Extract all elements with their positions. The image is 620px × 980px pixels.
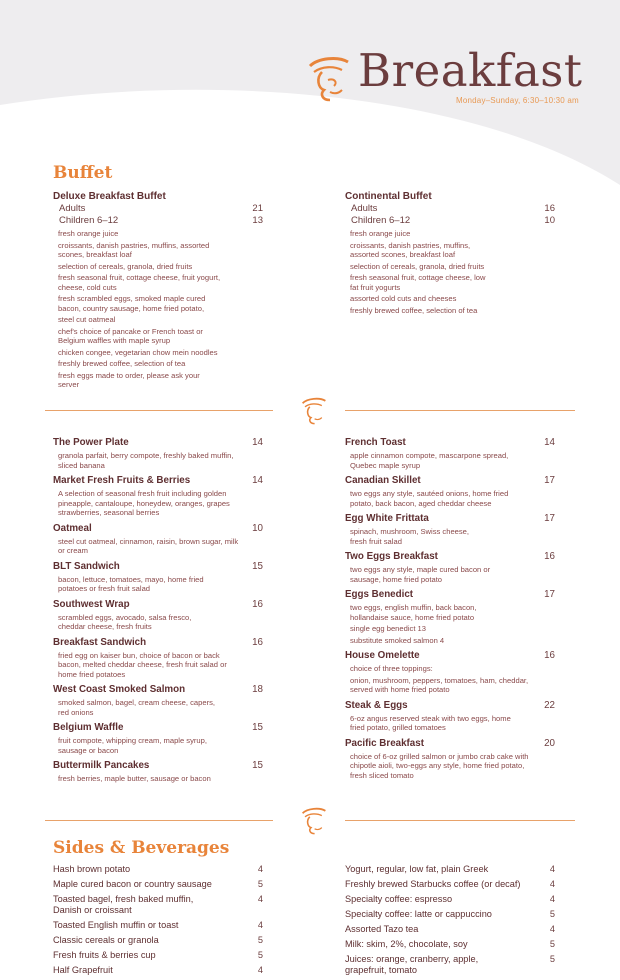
menu-item (345, 589, 555, 645)
deluxe-children-row: Children 6–12 13 (59, 215, 263, 226)
continental-buffet-lines (345, 229, 495, 315)
item-description: choice of 6-oz grilled salmon or jumbo crab cake with chipotle aioli, two-eggs any style, home fried potato, fresh sliced tomato (350, 751, 529, 780)
menu-item (53, 684, 263, 717)
buffet-line: croissants, danish pastries, muffins, assorted scones, breakfast loaf (58, 240, 210, 259)
item-description: choice of three toppings: (350, 664, 433, 673)
divider-left (45, 820, 273, 821)
menu-item (345, 437, 555, 470)
item-price: 15 (252, 760, 263, 771)
menu-item (53, 637, 263, 680)
chef-face-ornament-icon (298, 806, 330, 836)
continental-buffet-name: Continental Buffet (345, 191, 432, 202)
menu-item (345, 700, 555, 733)
item-price: 15 (252, 560, 263, 572)
deluxe-adults-row: Adults 21 (59, 203, 263, 214)
buffet-line: selection of cereals, granola, dried fruits (58, 261, 193, 271)
menu-item (53, 561, 263, 594)
item-price: 16 (252, 598, 263, 610)
beverage-item: Juices: orange, cranberry, apple, grapefruit, tomato 5 (345, 954, 555, 975)
item-extra-line: onion, mushroom, peppers, tomatoes, ham, cheddar, served with home fried potato (350, 675, 529, 694)
beverage-item: Yogurt, regular, low fat, plain Greek 4 (345, 864, 555, 874)
item-description: granola parfait, berry compote, freshly baked muffin, sliced banana (58, 451, 234, 470)
menu-item (53, 760, 263, 784)
sides-column-right (345, 864, 555, 980)
menu-column-left (53, 437, 263, 789)
buffet-line: fresh scrambled eggs, smoked maple cured bacon, country sausage, home fried potato, (58, 294, 206, 313)
sides-title: Sides & Beverages (53, 838, 230, 858)
item-name: Egg White Frittata (345, 513, 429, 524)
beverage-item: Milk: skim, 2%, chocolate, soy 5 (345, 939, 555, 949)
divider-left (45, 410, 273, 411)
menu-item (53, 475, 263, 518)
menu-item (53, 722, 263, 755)
menu-item (345, 513, 555, 546)
menu-item (345, 650, 555, 695)
item-extra-line: single egg benedict 13 (350, 624, 426, 633)
continental-adults-row: Adults 16 (351, 203, 555, 214)
item-price: 14 (252, 475, 263, 486)
item-name: Oatmeal (53, 522, 92, 534)
buffet-line: assorted cold cuts and cheeses (350, 294, 457, 303)
item-description: apple cinnamon compote, mascarpone spread, Quebec maple syrup (350, 451, 509, 470)
item-name: Belgium Waffle (53, 722, 124, 733)
item-description: two eggs any style, maple cured bacon or sausage, home fried potato (350, 565, 491, 584)
buffet-line: fresh eggs made to order, please ask your server (58, 370, 200, 389)
item-price: 17 (544, 513, 555, 524)
side-item: Half Grapefruit 4 (53, 965, 263, 975)
beverage-item: Freshly brewed Starbucks coffee (or decaf) 4 (345, 879, 555, 889)
item-name: West Coast Smoked Salmon (53, 684, 186, 695)
item-name: French Toast (345, 437, 406, 448)
menu-item (345, 551, 555, 584)
beverage-item: Assorted Tazo tea 4 (345, 924, 555, 934)
buffet-line: freshly brewed coffee, selection of tea (58, 359, 186, 368)
buffet-line: selection of cereals, granola, dried fruits (350, 261, 485, 271)
side-item: Fresh fruits & berries cup 5 (53, 950, 263, 960)
item-name: BLT Sandwich (53, 560, 120, 572)
item-price: 16 (252, 636, 263, 648)
item-name: Southwest Wrap (53, 598, 130, 610)
item-description: two eggs any style, sautéed onions, home fried potato, back bacon, aged cheddar cheese (350, 489, 509, 508)
buffet-line: fresh orange juice (350, 229, 411, 238)
item-name: Breakfast Sandwich (53, 636, 147, 648)
item-price: 18 (252, 684, 263, 695)
item-description: two eggs, english muffin, back bacon, hollandaise sauce, home fried potato (350, 603, 477, 622)
item-name: Eggs Benedict (345, 589, 414, 600)
beverage-item: Specialty coffee: espresso 4 (345, 894, 555, 904)
chef-face-ornament-icon (298, 396, 330, 426)
item-description: bacon, lettuce, tomatoes, mayo, home fried potatoes or fresh fruit salad (58, 574, 204, 593)
page-title: Breakfast (358, 44, 583, 97)
deluxe-buffet (53, 190, 263, 391)
item-price: 16 (544, 650, 555, 661)
buffet-title: Buffet (53, 163, 113, 183)
item-price: 22 (544, 699, 555, 711)
deluxe-buffet-lines (53, 229, 223, 390)
menu-item (53, 599, 263, 632)
item-price: 16 (544, 551, 555, 562)
buffet-line: chicken congee, vegetarian chow mein noodles (58, 347, 218, 357)
buffet-line: steel cut oatmeal (58, 315, 116, 324)
service-hours: Monday–Sunday, 6:30–10:30 am (456, 96, 579, 105)
chef-face-logo-icon (304, 54, 354, 104)
item-price: 17 (544, 475, 555, 486)
item-price: 14 (252, 437, 263, 448)
menu-item (345, 738, 555, 781)
continental-buffet (345, 190, 555, 317)
item-description: spinach, mushroom, Swiss cheese, fresh fruit salad (350, 527, 470, 546)
side-item: Hash brown potato 4 (53, 864, 263, 874)
item-name: Canadian Skillet (345, 475, 421, 486)
item-extra-line: substitute smoked salmon 4 (350, 635, 445, 645)
buffet-line: croissants, danish pastries, muffins, assorted scones, breakfast loaf (350, 240, 471, 259)
buffet-line: freshly brewed coffee, selection of tea (350, 305, 478, 315)
item-name: Pacific Breakfast (345, 737, 424, 749)
buffet-line: fresh seasonal fruit, cottage cheese, low fat fruit yogurts (350, 273, 486, 292)
item-description: fruit compote, whipping cream, maple syrup, sausage or bacon (58, 736, 207, 755)
item-description: A selection of seasonal fresh fruit including golden pineapple, cantaloupe, honeydew, oranges, grapes strawberries, seasonal berries (58, 489, 230, 517)
divider-right (345, 410, 575, 411)
side-item: Classic cereals or granola 5 (53, 935, 263, 945)
menu-item (345, 475, 555, 508)
sides-column-left (53, 864, 263, 980)
item-name: Market Fresh Fruits & Berries (53, 475, 191, 486)
item-description: fried egg on kaiser bun, choice of bacon or back bacon, melted cheddar cheese, fresh fruit salad or home fried potatoes (58, 650, 227, 679)
item-price: 20 (544, 737, 555, 749)
item-name: Steak & Eggs (345, 699, 408, 711)
item-price: 10 (252, 522, 263, 534)
item-description: 6-oz angus reserved steak with two eggs, home fried potato, grilled tomatoes (350, 713, 511, 732)
continental-children-row: Children 6–12 10 (351, 215, 555, 226)
buffet-line: fresh seasonal fruit, cottage cheese, fruit yogurt, cheese, cold cuts (58, 273, 221, 292)
item-description: smoked salmon, bagel, cream cheese, capers, red onions (58, 698, 216, 717)
item-price: 14 (544, 437, 555, 448)
item-description: scrambled eggs, avocado, salsa fresco, cheddar cheese, fresh fruits (58, 612, 192, 631)
item-name: Two Eggs Breakfast (345, 551, 438, 562)
side-item: Maple cured bacon or country sausage 5 (53, 879, 263, 889)
side-item: Toasted bagel, fresh baked muffin, Danish or croissant 4 (53, 894, 263, 915)
item-price: 17 (544, 589, 555, 600)
item-price: 15 (252, 722, 263, 733)
menu-column-right (345, 437, 555, 785)
side-item: Toasted English muffin or toast 4 (53, 920, 263, 930)
buffet-line: fresh orange juice (58, 229, 119, 238)
item-name: House Omelette (345, 650, 420, 661)
divider-right (345, 820, 575, 821)
menu-item (53, 437, 263, 470)
item-name: The Power Plate (53, 437, 129, 448)
buffet-line: chef's choice of pancake or French toast or Belgium waffles with maple syrup (58, 326, 203, 345)
menu-item (53, 523, 263, 556)
item-description: steel cut oatmeal, cinnamon, raisin, brown sugar, milk or cream (58, 536, 239, 555)
item-description: fresh berries, maple butter, sausage or bacon (58, 774, 211, 783)
deluxe-buffet-name: Deluxe Breakfast Buffet (53, 191, 166, 202)
item-name: Buttermilk Pancakes (53, 760, 150, 771)
beverage-item: Specialty coffee: latte or cappuccino 5 (345, 909, 555, 919)
